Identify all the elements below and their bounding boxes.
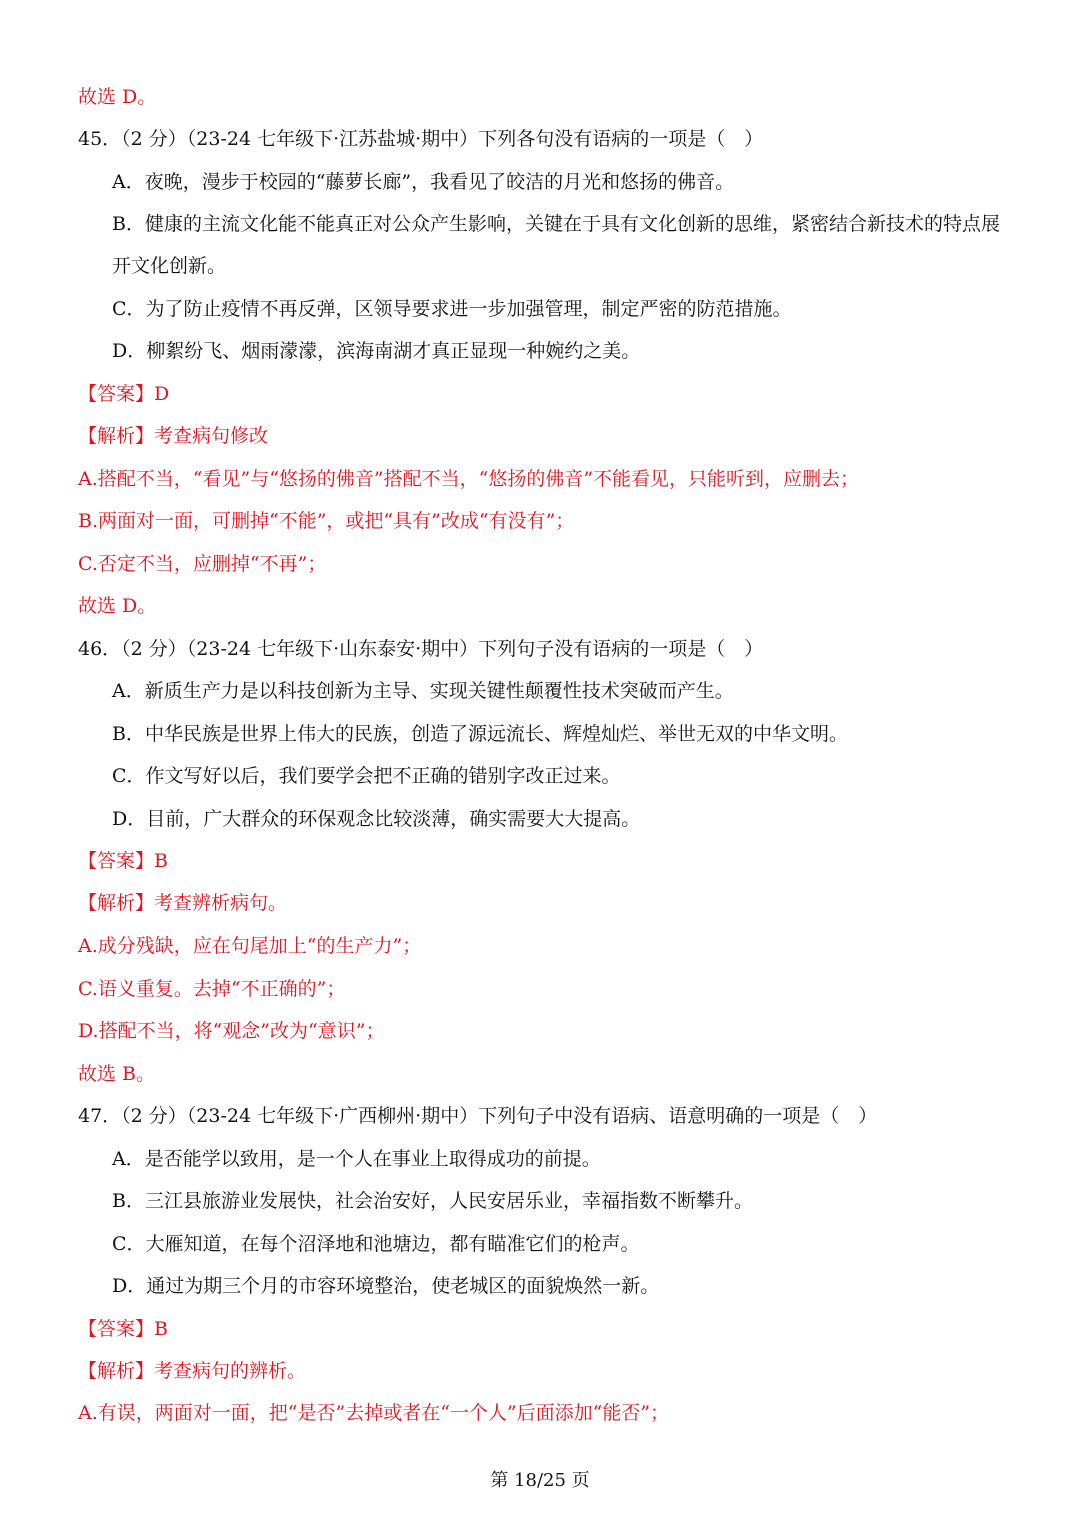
answer-line: 【答案】D bbox=[78, 383, 170, 405]
answer-line: 【答案】B bbox=[78, 1318, 168, 1340]
option-line: D．目前，广大群众的环保观念比较淡薄，确实需要大大提高。 bbox=[112, 808, 641, 830]
question-line: 46．（2 分）（23-24 七年级下·山东泰安·期中）下列句子没有语病的一项是（ ） bbox=[78, 638, 764, 660]
option-line: A．新质生产力是以科技创新为主导、实现关键性颠覆性技术突破而产生。 bbox=[112, 680, 734, 702]
answer-line: B.两面对一面，可删掉“不能”，或把“具有”改成“有没有”； bbox=[78, 510, 575, 532]
answer-line: C.否定不当，应删掉“不再”； bbox=[78, 553, 327, 575]
answer-line: A.有误，两面对一面，把“是否”去掉或者在“一个人”后面添加“能否”； bbox=[78, 1402, 670, 1424]
answer-line: 【解析】考查病句的辨析。 bbox=[78, 1360, 307, 1382]
answer-line: 故选 D。 bbox=[78, 595, 157, 617]
option-line: B．健康的主流文化能不能真正对公众产生影响，关键在于具有文化创新的思维，紧密结合新技术的特点展 bbox=[112, 213, 1000, 235]
answer-line: 【解析】考查病句修改 bbox=[78, 425, 269, 447]
question-line: 47．（2 分）（23-24 七年级下·广西柳州·期中）下列句子中没有语病、语意明确的一项是（ ） bbox=[78, 1105, 878, 1127]
option-line: 开文化创新。 bbox=[112, 255, 227, 277]
answer-line: 【答案】B bbox=[78, 850, 168, 872]
answer-line: A.成分残缺，应在句尾加上“的生产力”； bbox=[78, 935, 422, 957]
option-line: D．通过为期三个月的市容环境整治，使老城区的面貌焕然一新。 bbox=[112, 1275, 660, 1297]
option-line: D．柳絮纷飞、烟雨濛濛，滨海南湖才真正显现一种婉约之美。 bbox=[112, 340, 641, 362]
page-number: 第 18/25 页 bbox=[490, 1470, 590, 1491]
answer-line: C.语义重复。去掉“不正确的”； bbox=[78, 978, 346, 1000]
option-line: C．大雁知道，在每个沼泽地和池塘边，都有瞄准它们的枪声。 bbox=[112, 1233, 640, 1255]
question-line: 45．（2 分）（23-24 七年级下·江苏盐城·期中）下列各句没有语病的一项是（ ） bbox=[78, 128, 764, 150]
option-line: A．夜晚，漫步于校园的“藤萝长廊”，我看见了皎洁的月光和悠扬的佛音。 bbox=[112, 171, 735, 193]
answer-line: D.搭配不当，将“观念”改为“意识”； bbox=[78, 1020, 385, 1042]
answer-line: 故选 B。 bbox=[78, 1063, 156, 1085]
option-line: C．为了防止疫情不再反弹，区领导要求进一步加强管理，制定严密的防范措施。 bbox=[112, 298, 792, 320]
answer-line: 【解析】考查辨析病句。 bbox=[78, 892, 288, 914]
option-line: B．三江县旅游业发展快，社会治安好，人民安居乐业，幸福指数不断攀升。 bbox=[112, 1190, 753, 1212]
option-line: C．作文写好以后，我们要学会把不正确的错别字改正过来。 bbox=[112, 765, 621, 787]
option-line: A．是否能学以致用，是一个人在事业上取得成功的前提。 bbox=[112, 1148, 601, 1170]
answer-line: A.搭配不当，“看见”与“悠扬的佛音”搭配不当，“悠扬的佛音”不能看见，只能听到，应删去； bbox=[78, 468, 860, 490]
answer-line: 故选 D。 bbox=[78, 86, 157, 108]
option-line: B．中华民族是世界上伟大的民族，创造了源远流长、辉煌灿烂、举世无双的中华文明。 bbox=[112, 723, 848, 745]
